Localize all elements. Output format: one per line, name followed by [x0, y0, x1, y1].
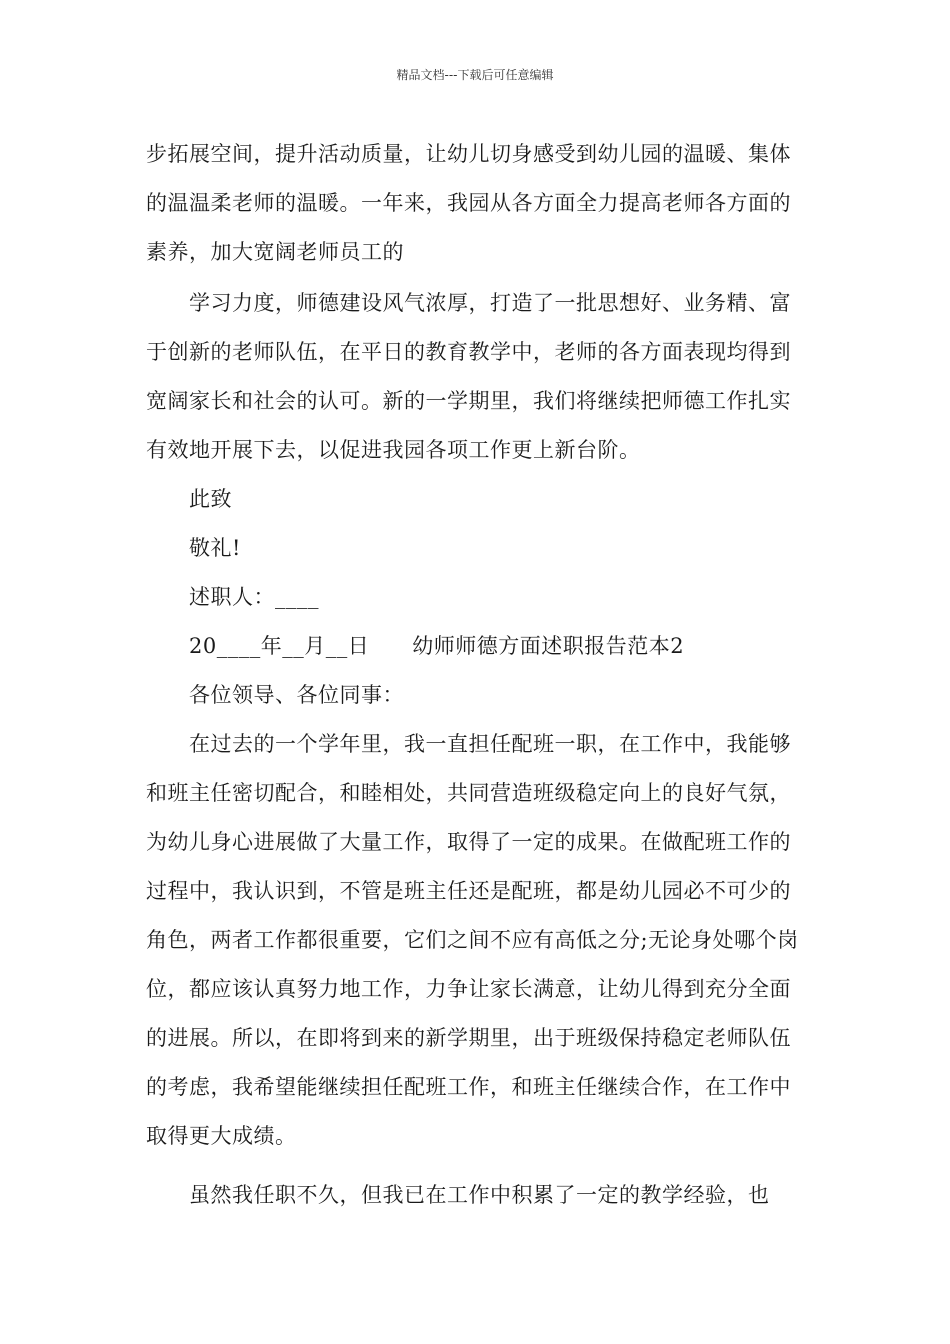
closing-cizhi: 此致: [189, 487, 232, 511]
paragraph-assistant-role: 在过去的一个学年里，我一直担任配班一职，在工作中，我能够和班主任密切配合，和睦相处，共同营造班级稳定向上的良好气氛，为幼儿身心进展做了大量工作，取得了一定的成果。在做配班工作的过程中，我认识到，不管是班主任还是配班，都是幼儿园必不可少的角色，两者工作都很重要，它们之间不应有高低之分;无论身处哪个岗位，都应该认真努力地工作，力争让家长满意，让幼儿得到充分全面的进展。所以，在即将到来的新学期里，出于班级保持稳定老师队伍的考虑，我希望能继续担任配班工作，和班主任继续合作，在工作中取得更大成绩。: [146, 732, 799, 1148]
document-body: [146, 130, 810, 1220]
paragraph-experience: 虽然我任职不久，但我已在工作中积累了一定的教学经验，也: [189, 1183, 770, 1207]
closing-jingli: 敬礼!: [189, 536, 241, 560]
paragraph-continuation: 步拓展空间，提升活动质量，让幼儿切身感受到幼儿园的温暖、集体的温温柔老师的温暖。一年来，我园从各方面全力提高老师各方面的素养，加大宽阔老师员工的: [146, 142, 791, 264]
salutation: 各位领导、各位同事：: [189, 683, 404, 707]
reporter-line: 述职人：____: [189, 585, 319, 609]
date-and-title-line: 20____年__月__日 幼师师德方面述职报告范本2: [189, 634, 685, 658]
paragraph-teacher-ethics: 学习力度，师德建设风气浓厚，打造了一批思想好、业务精、富于创新的老师队伍，在平日的教育教学中，老师的各方面表现均得到宽阔家长和社会的认可。新的一学期里，我们将继续把师德工作扎实有效地开展下去，以促进我园各项工作更上新台阶。: [146, 291, 791, 462]
page-header: 精品文档---下载后可任意编辑: [396, 68, 554, 82]
